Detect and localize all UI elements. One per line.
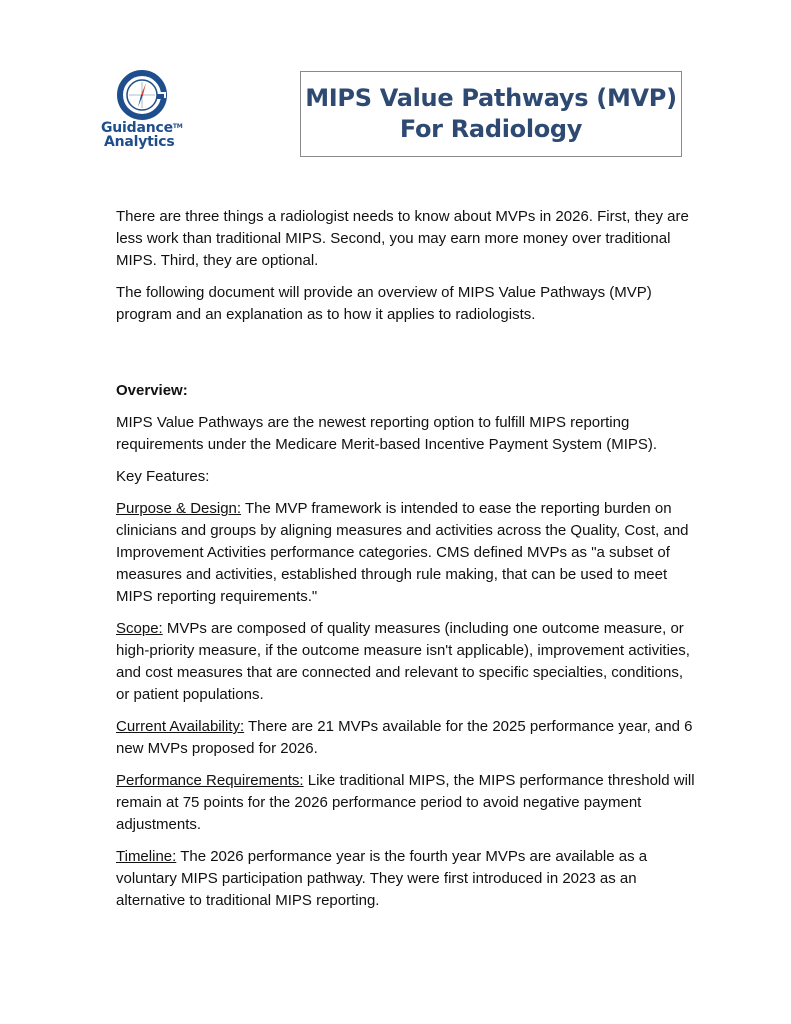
document-title-box — [300, 71, 682, 157]
feature-text: The 2026 performance year is the fourth year MVPs are available as a voluntary MIPS participation pathway. They were first introduced in 2023 as an alternative to traditional MIPS reporting. — [116, 848, 648, 909]
feature-performance-requirements — [116, 770, 696, 836]
feature-scope — [116, 618, 696, 706]
guidance-analytics-logo — [100, 70, 190, 152]
compass-g-icon — [116, 70, 168, 120]
overview-paragraph: MIPS Value Pathways are the newest reporting option to fulfill MIPS reporting requirements under the Medicare Merit-based Incentive Payment System (MIPS). — [116, 414, 658, 453]
logo-text-guidance: Guidance™ — [101, 120, 183, 136]
feature-text: MVPs are composed of quality measures (including one outcome measure, or high-priority measure, if the outcome measure isn't applicable), improvement activities, and cost measures that are connected and relevant to specific specialties, conditions, or patient populations. — [116, 620, 690, 703]
overview-heading: Overview: — [116, 382, 188, 399]
intro-paragraph-2: The following document will provide an overview of MIPS Value Pathways (MVP) program and an explanation as to how it applies to radiologists. — [116, 284, 652, 323]
title-line-2: For Radiology — [399, 115, 583, 143]
feature-label: Purpose & Design: — [116, 500, 242, 517]
feature-purpose-design — [116, 498, 696, 608]
intro-paragraph-1: There are three things a radiologist needs to know about MVPs in 2026. First, they are less work than traditional MIPS. Second, you may earn more money over traditional MIPS. Third, they are optional. — [116, 208, 689, 269]
feature-text: The MVP framework is intended to ease the reporting burden on clinicians and groups by aligning measures and activities across the Quality, Cost, and Improvement Activities performance categories. CMS defined MVPs as "a subset of measures and activities, established through rule making, that can be used to meet MIPS reporting requirements." — [116, 500, 689, 605]
feature-label: Timeline: — [116, 848, 177, 865]
logo-text-analytics: Analytics — [104, 134, 175, 150]
feature-text: There are 21 MVPs available for the 2025 performance year, and 6 new MVPs proposed for 2026. — [116, 718, 693, 757]
feature-label: Scope: — [116, 620, 163, 637]
feature-label: Performance Requirements: — [116, 772, 304, 789]
title-line-1: MIPS Value Pathways (MVP) — [305, 84, 677, 112]
feature-timeline — [116, 846, 696, 912]
feature-label: Current Availability: — [116, 718, 245, 735]
feature-text: Like traditional MIPS, the MIPS performance threshold will remain at 75 points for the 2026 performance period to avoid negative payment adjustments. — [116, 772, 695, 833]
document-body — [116, 206, 696, 922]
key-features-label: Key Features: — [116, 468, 210, 485]
feature-current-availability — [116, 716, 696, 760]
